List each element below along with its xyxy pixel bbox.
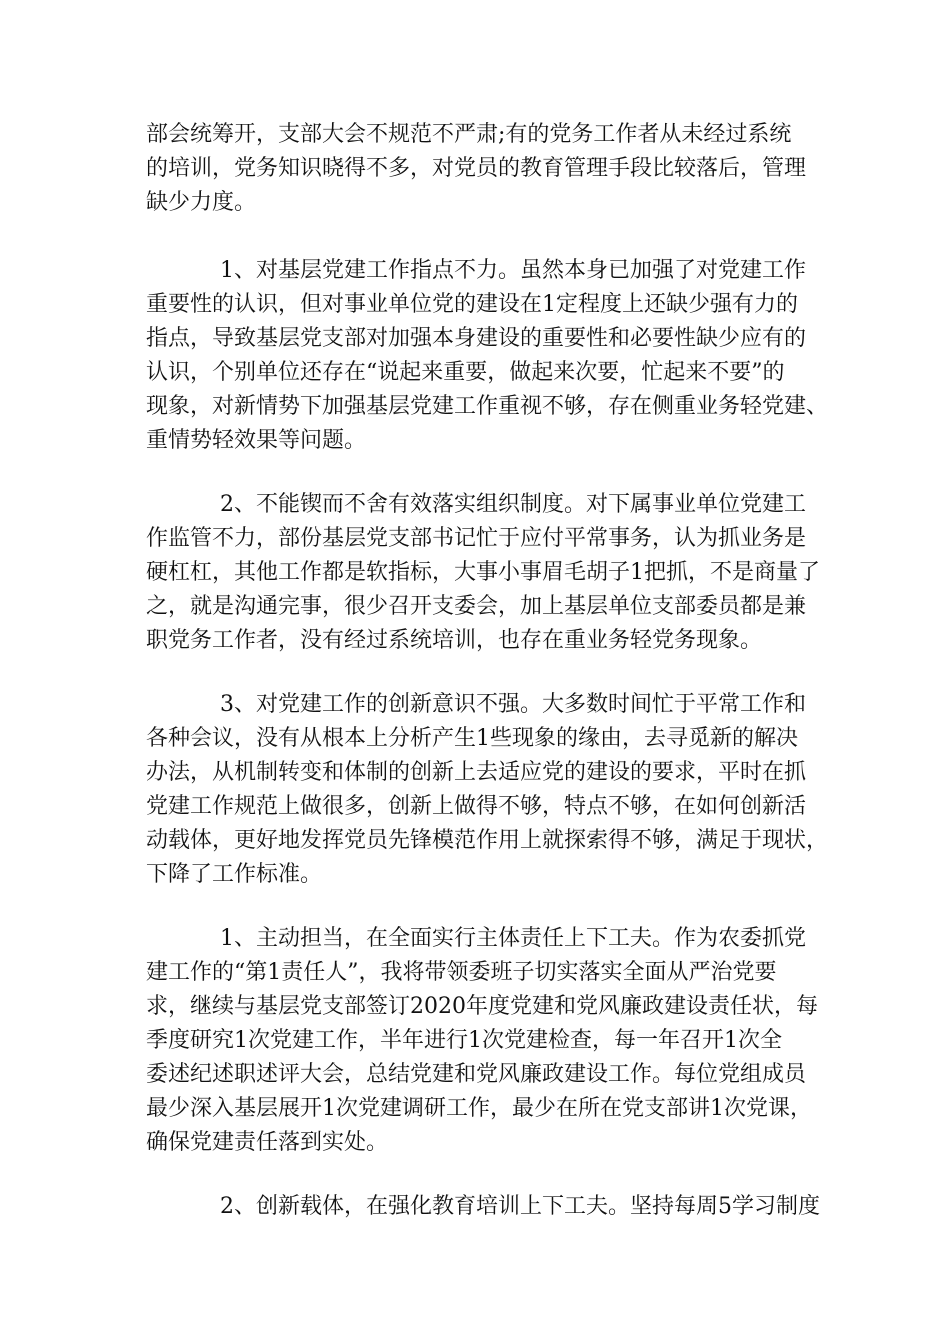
text-line: 1、对基层党建工作指点不力。虽然本身已加强了对党建工作 (220, 258, 806, 283)
text-line: 2、创新载体，在强化教育培训上下工夫。坚持每周5学习制度 (220, 1194, 820, 1219)
paragraph-4 (146, 922, 820, 1160)
text-line: 部会统筹开，支部大会不规范不严肃;有的党务工作者从未经过系统 (146, 122, 792, 147)
text-line: 指点，导致基层党支部对加强本身建设的重要性和必要性缺少应有的 (146, 326, 807, 351)
text-line: 认识，个别单位还存在“说起来重要，做起来次要，忙起来不要”的 (146, 360, 785, 385)
text-line: 求，继续与基层党支部签订2020年度党建和党风廉政建设责任状，每 (146, 994, 818, 1019)
text-line: 下降了工作标准。 (146, 862, 323, 887)
paragraph-5 (146, 1190, 820, 1224)
text-line: 动载体，更好地发挥党员先锋模范作用上就探索得不够，满足于现状， (146, 828, 829, 853)
text-line: 委述纪述职述评大会，总结党建和党风廉政建设工作。每位党组成员 (146, 1062, 807, 1087)
text-line: 建工作的“第1责任人”，我将带领委班子切实落实全面从严治党要 (146, 960, 777, 985)
paragraph-2 (146, 488, 820, 658)
text-line: 最少深入基层展开1次党建调研工作，最少在所在党支部讲1次党课， (146, 1096, 812, 1121)
text-line: 确保党建责任落到实处。 (146, 1130, 389, 1155)
text-line: 的培训，党务知识晓得不多，对党员的教育管理手段比较落后，管理 (146, 156, 807, 181)
text-line: 2、不能锲而不舍有效落实组织制度。对下属事业单位党建工 (220, 492, 806, 517)
text-line: 1、主动担当，在全面实行主体责任上下工夫。作为农委抓党 (220, 926, 806, 951)
text-line: 职党务工作者，没有经过系统培训，也存在重业务轻党务现象。 (146, 628, 763, 653)
paragraph-continuation (146, 118, 820, 220)
text-line: 之，就是沟通完事，很少召开支委会，加上基层单位支部委员都是兼 (146, 594, 807, 619)
text-line: 现象，对新情势下加强基层党建工作重视不够，存在侧重业务轻党建、 (146, 394, 829, 419)
text-line: 重情势轻效果等问题。 (146, 428, 367, 453)
text-line: 硬杠杠，其他工作都是软指标，大事小事眉毛胡子1把抓，不是商量了 (146, 560, 820, 585)
text-line: 季度研究1次党建工作，半年进行1次党建检查，每一年召开1次全 (146, 1028, 782, 1053)
text-line: 重要性的认识，但对事业单位党的建设在1定程度上还缺少强有力的 (146, 292, 798, 317)
text-line: 3、对党建工作的创新意识不强。大多数时间忙于平常工作和 (220, 692, 806, 717)
text-line: 作监管不力，部份基层党支部书记忙于应付平常事务，认为抓业务是 (146, 526, 807, 551)
text-line: 各种会议，没有从根本上分析产生1些现象的缘由，去寻觅新的解决 (146, 726, 798, 751)
paragraph-3 (146, 688, 829, 892)
text-line: 缺少力度。 (146, 190, 257, 215)
paragraph-1 (146, 254, 829, 458)
text-line: 办法，从机制转变和体制的创新上去适应党的建设的要求，平时在抓 (146, 760, 807, 785)
text-line: 党建工作规范上做很多，创新上做得不够，特点不够，在如何创新活 (146, 794, 807, 819)
